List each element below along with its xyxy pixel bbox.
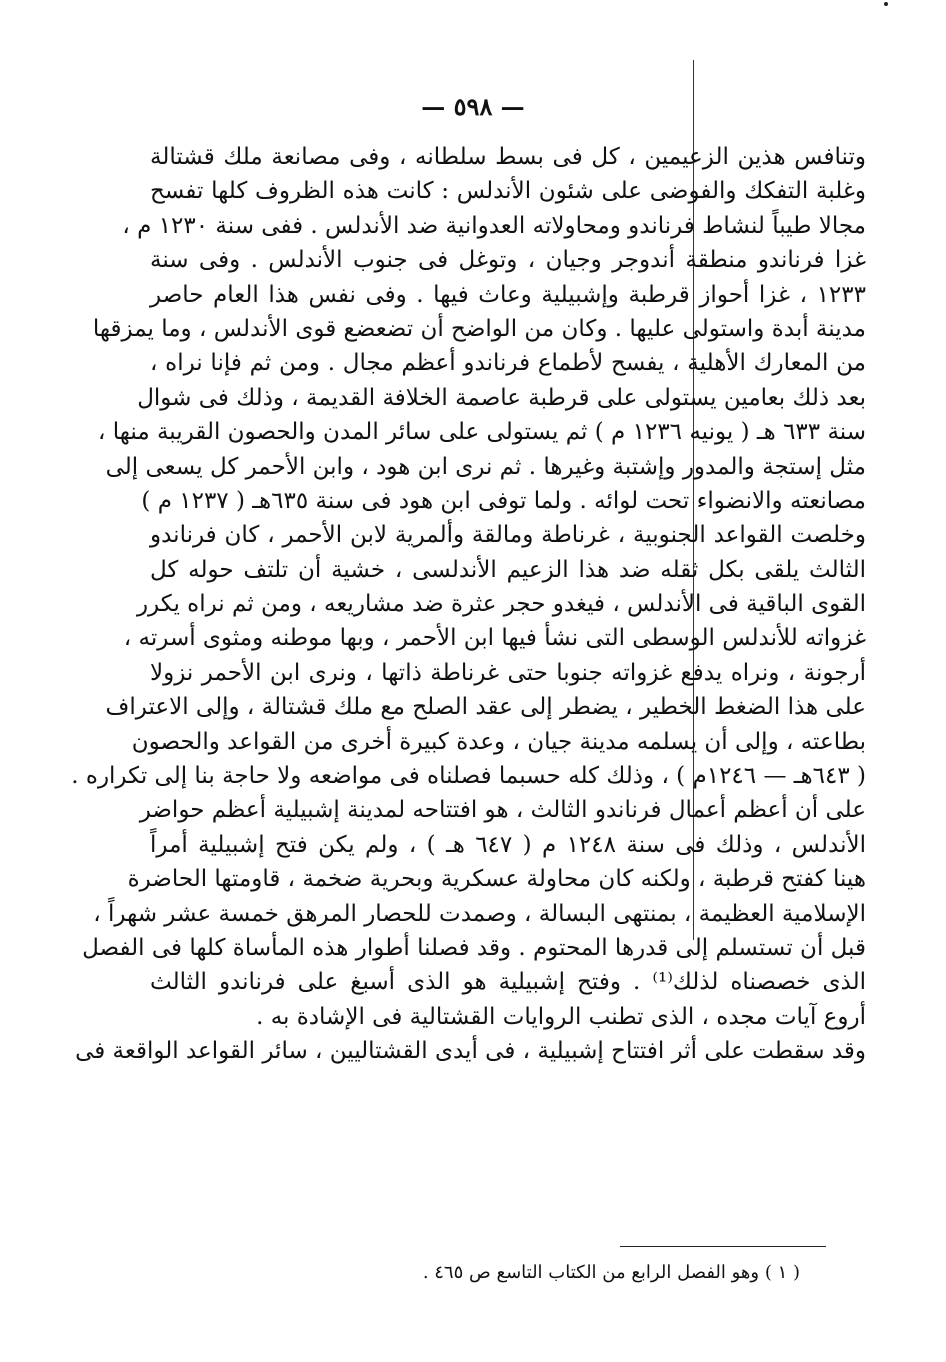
text-line: الإسلامية العظيمة ، بمنتهى البسالة ، وصمدت للحصار المرهق خمسة عشر شهراً ، (93, 900, 866, 927)
page-number: — ٥٩٨ — (421, 92, 525, 121)
text-line: على أن أعظم أعمال فرناندو الثالث ، هو افتتاحه لمدينة إشبيلية أعظم حواضر (139, 797, 866, 824)
text-line: وتنافس هذين الزعيمين ، كل فى بسط سلطانه ، وفى مصانعة ملك قشتالة (150, 144, 866, 170)
text-line: مدينة أبدة واستولى عليها . وكان من الواضح أن تضعضع قوى الأندلس ، وما يمزقها (92, 315, 866, 342)
body-text (71, 140, 866, 1069)
text-line: قبل أن تستسلم إلى قدرها المحتوم . وقد فصلنا أطوار هذه المأساة كلها فى الفصل (82, 934, 866, 961)
text-line: ( ٦٤٣هـ — ١٢٤٦م ) ، وذلك كله حسبما فصلناه فى مواضعه ولا حاجة بنا إلى تكراره . (71, 763, 866, 790)
footnote-divider (620, 1246, 826, 1247)
text-line: مجالا طيباً لنشاط فرناندو ومحاولاته العدوانية ضد الأندلس . ففى سنة ١٢٣٠ م ، (122, 212, 866, 239)
text-line: غزواته للأندلس الوسطى التى نشأ فيها ابن الأحمر ، وبها موطنه ومثوى أسرته ، (123, 625, 866, 652)
text-line: مصانعته والانضواء تحت لوائه . ولما توفى ابن هود فى سنة ٦٣٥هـ ( ١٢٣٧ م ) (141, 487, 866, 514)
text-line: بعد ذلك بعامين يستولى على قرطبة عاصمة الخلافة القديمة ، وذلك فى شوال (137, 384, 866, 411)
text-line: وغلبة التفكك والفوضى على شئون الأندلس : كانت هذه الظروف كلها تفسح (150, 178, 866, 205)
scan-dot (884, 2, 888, 6)
footnote: ( ١ ) وهو الفصل الرابع من الكتاب التاسع ص ٤٦٥ . (422, 1262, 800, 1283)
text-line: على هذا الضغط الخطير ، يضطر إلى عقد الصلح مع ملك قشتالة ، وإلى الاعتراف (105, 694, 866, 721)
text-line: أرجونة ، ونراه يدفع غزواته جنوبا حتى غرناطة ذاتها ، ونرى ابن الأحمر نزولا (150, 659, 866, 686)
text-line: الثالث يلقى بكل ثقله ضد هذا الزعيم الأندلسى ، خشية أن تلتف حوله كل (150, 556, 866, 583)
text-line: ١٢٣٣ ، غزا أحواز قرطبة وإشبيلية وعاث فيها . وفى نفس هذا العام حاصر (150, 281, 866, 308)
text-line: بطاعته ، وإلى أن يسلمه مدينة جيان ، وعدة كبيرة أخرى من القواعد والحصون (131, 728, 866, 755)
text-line: الذى خصصناه لذلك⁽¹⁾ . وفتح إشبيلية هو الذى أسبغ على فرناندو الثالث (150, 969, 866, 996)
text-line: سنة ٦٣٣ هـ ( يونيه ١٢٣٦ م ) ثم يستولى على سائر المدن والحصون القريبة منها ، (98, 419, 866, 446)
text-line: الأندلس ، وذلك فى سنة ١٢٤٨ م ( ٦٤٧ هـ ) ، ولم يكن فتح إشبيلية أمراً (150, 831, 866, 858)
text-line: من المعارك الأهلية ، يفسح لأطماع فرناندو أعظم مجال . ومن ثم فإنا نراه ، (150, 350, 866, 377)
text-line: أروع آيات مجده ، الذى تطنب الروايات القشتالية فى الإشادة به . (256, 1003, 866, 1030)
text-line: وقد سقطت على أثر افتتاح إشبيلية ، فى أيدى القشتاليين ، سائر القواعد الواقعة فى (75, 1038, 866, 1065)
text-line: وخلصت القواعد الجنوبية ، غرناطة ومالقة وألمرية لابن الأحمر ، كان فرناندو (150, 522, 866, 549)
text-line: هينا كفتح قرطبة ، ولكنه كان محاولة عسكرية وبحرية ضخمة ، قاومتها الحاضرة (127, 866, 866, 893)
text-line: القوى الباقية فى الأندلس ، فيغدو حجر عثرة ضد مشاريعه ، ومن ثم نراه يكرر (136, 591, 866, 618)
text-line: مثل إستجة والمدور وإشتبة وغيرها . ثم نرى ابن هود ، وابن الأحمر كل يسعى إلى (105, 453, 866, 480)
text-line: غزا فرناندو منطقة أندوجر وجيان ، وتوغل فى جنوب الأندلس . وفى سنة (150, 247, 866, 274)
